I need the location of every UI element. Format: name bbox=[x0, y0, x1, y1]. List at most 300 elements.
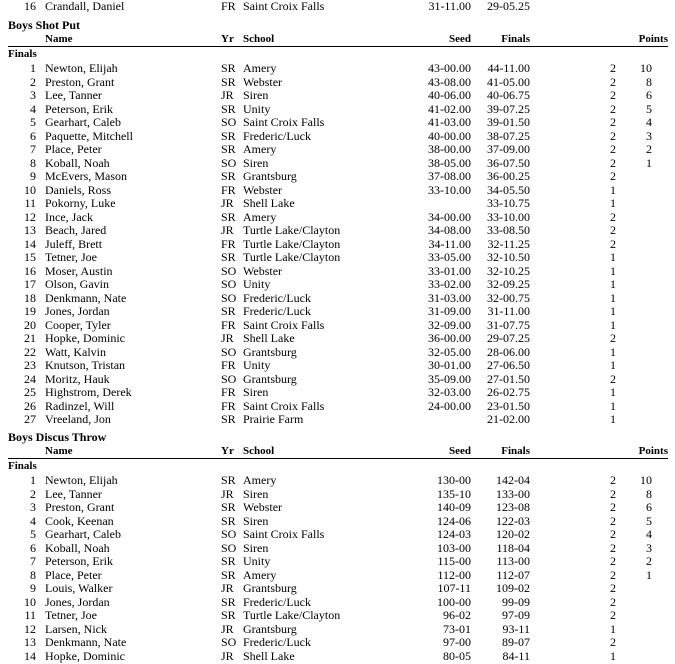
cell-finals: 33-10.00 bbox=[487, 209, 530, 224]
cell-seed: 32-03.00 bbox=[428, 385, 471, 399]
header-seed: Seed bbox=[449, 33, 471, 45]
header-finals: Finals bbox=[501, 33, 530, 45]
cell-points: 10 bbox=[640, 61, 652, 75]
cell-heat: 2 bbox=[610, 486, 616, 501]
cell-place: 26 bbox=[24, 398, 36, 413]
cell-seed: 40-00.00 bbox=[428, 128, 471, 143]
cell-yr: JR bbox=[221, 196, 234, 210]
cell-seed: 80-05 bbox=[443, 648, 471, 663]
cell-seed: 100-00 bbox=[437, 594, 471, 609]
cell-school: Saint Croix Falls bbox=[243, 527, 325, 541]
cell-heat: 2 bbox=[610, 581, 616, 595]
cell-school: Saint Croix Falls bbox=[243, 115, 325, 129]
result-row bbox=[0, 183, 675, 197]
cell-name: Highstrom, Derek bbox=[45, 385, 132, 399]
cell-finals: 112-07 bbox=[496, 567, 530, 582]
cell-school: Frederic/Luck bbox=[243, 594, 311, 609]
cell-heat: 2 bbox=[610, 128, 616, 143]
cell-school: Amery bbox=[243, 61, 277, 75]
cell-yr: JR bbox=[221, 88, 234, 102]
cell-seed: 34-08.00 bbox=[428, 223, 471, 237]
cell-yr: SR bbox=[221, 594, 236, 609]
result-row bbox=[0, 0, 675, 13]
cell-heat: 1 bbox=[610, 648, 616, 663]
cell-heat: 2 bbox=[610, 74, 616, 89]
cell-school: Amery bbox=[243, 142, 277, 156]
cell-yr: JR bbox=[221, 223, 234, 237]
cell-name: Pokorny, Luke bbox=[45, 196, 116, 210]
cell-seed: 140-09 bbox=[437, 500, 471, 514]
cell-heat: 1 bbox=[610, 196, 616, 210]
header-name: Name bbox=[45, 33, 73, 45]
cell-yr: JR bbox=[221, 331, 234, 345]
cell-place: 13 bbox=[24, 223, 36, 237]
cell-yr: SO bbox=[221, 371, 237, 386]
cell-school: Amery bbox=[243, 473, 277, 487]
cell-heat: 2 bbox=[610, 236, 616, 251]
cell-name: Cooper, Tyler bbox=[45, 317, 111, 332]
cell-place: 8 bbox=[30, 567, 36, 582]
cell-finals: 29-07.25 bbox=[487, 331, 530, 345]
result-row bbox=[0, 237, 675, 251]
result-row bbox=[0, 345, 675, 359]
cell-heat: 2 bbox=[610, 61, 616, 75]
cell-heat: 1 bbox=[610, 277, 616, 291]
cell-name: Preston, Grant bbox=[45, 500, 115, 514]
cell-points: 3 bbox=[646, 128, 652, 143]
cell-place: 8 bbox=[30, 155, 36, 170]
cell-heat: 2 bbox=[610, 142, 616, 156]
column-header-row bbox=[0, 444, 675, 458]
cell-seed: 43-08.00 bbox=[428, 74, 471, 89]
cell-seed: 43-00.00 bbox=[428, 61, 471, 75]
cell-name: Hopke, Dominic bbox=[45, 648, 125, 663]
cell-yr: SR bbox=[221, 250, 236, 264]
cell-finals: 28-06.00 bbox=[487, 344, 530, 359]
cell-finals: 21-02.00 bbox=[487, 412, 530, 426]
section-label bbox=[0, 47, 675, 61]
result-row bbox=[0, 223, 675, 237]
cell-school: Unity bbox=[243, 277, 271, 291]
cell-points: 8 bbox=[646, 74, 652, 89]
cell-school: Frederic/Luck bbox=[243, 290, 311, 305]
cell-place: 10 bbox=[24, 594, 36, 609]
cell-seed: 41-03.00 bbox=[428, 115, 471, 129]
cell-points: 4 bbox=[646, 527, 652, 541]
cell-school: Grantsburg bbox=[243, 371, 297, 386]
cell-finals: 89-07 bbox=[502, 635, 530, 649]
cell-school: Webster bbox=[243, 500, 283, 514]
cell-school: Grantsburg bbox=[243, 344, 297, 359]
cell-yr: FR bbox=[221, 182, 236, 197]
result-row bbox=[0, 88, 675, 102]
cell-place: 7 bbox=[30, 142, 36, 156]
cell-yr: FR bbox=[221, 398, 236, 413]
cell-school: Siren bbox=[243, 513, 269, 528]
cell-yr: SR bbox=[221, 209, 236, 224]
event-title bbox=[0, 430, 675, 444]
cell-yr: SO bbox=[221, 263, 237, 278]
cell-place: 22 bbox=[24, 344, 36, 359]
cell-yr: JR bbox=[221, 581, 234, 595]
result-row bbox=[0, 595, 675, 609]
cell-place: 2 bbox=[30, 74, 36, 89]
cell-seed: 73-01 bbox=[443, 621, 471, 636]
cell-place: 5 bbox=[30, 115, 36, 129]
cell-points: 1 bbox=[646, 155, 652, 170]
cell-heat: 2 bbox=[610, 473, 616, 487]
cell-finals: 32-10.50 bbox=[487, 250, 530, 264]
cell-school: Siren bbox=[243, 88, 269, 102]
cell-heat: 1 bbox=[610, 290, 616, 305]
event-title bbox=[0, 18, 675, 32]
result-row bbox=[0, 608, 675, 622]
cell-finals: 34-05.50 bbox=[487, 182, 530, 197]
cell-finals: 26-02.75 bbox=[487, 385, 530, 399]
cell-points: 10 bbox=[640, 473, 652, 487]
cell-name: Place, Peter bbox=[45, 142, 102, 156]
cell-school: Siren bbox=[243, 155, 269, 170]
cell-finals: 123-08 bbox=[496, 500, 530, 514]
cell-seed: 97-00 bbox=[443, 635, 471, 649]
cell-school: Unity bbox=[243, 554, 271, 568]
result-row bbox=[0, 196, 675, 210]
cell-place: 16 bbox=[24, 0, 36, 13]
cell-yr: SR bbox=[221, 101, 236, 116]
cell-finals: 38-07.25 bbox=[487, 128, 530, 143]
cell-place: 24 bbox=[24, 371, 36, 386]
cell-name: Tetner, Joe bbox=[45, 250, 97, 264]
cell-yr: JR bbox=[221, 648, 234, 663]
result-row bbox=[0, 304, 675, 318]
cell-heat: 2 bbox=[610, 567, 616, 582]
cell-name: Larsen, Nick bbox=[45, 621, 107, 636]
cell-heat: 2 bbox=[610, 101, 616, 116]
cell-points: 6 bbox=[646, 88, 652, 102]
result-row bbox=[0, 473, 675, 487]
cell-name: Peterson, Erik bbox=[45, 554, 113, 568]
cell-place: 25 bbox=[24, 385, 36, 399]
cell-place: 12 bbox=[24, 621, 36, 636]
cell-finals: 32-10.25 bbox=[487, 263, 530, 278]
cell-seed: 36-00.00 bbox=[428, 331, 471, 345]
cell-heat: 2 bbox=[610, 500, 616, 514]
header-school: School bbox=[243, 33, 275, 45]
cell-finals: 27-06.50 bbox=[487, 358, 530, 372]
result-row bbox=[0, 169, 675, 183]
cell-heat: 2 bbox=[610, 155, 616, 170]
cell-school: Shell Lake bbox=[243, 196, 295, 210]
header-points: Points bbox=[638, 445, 668, 457]
cell-seed: 38-05.00 bbox=[428, 155, 471, 170]
cell-yr: FR bbox=[221, 236, 236, 251]
cell-place: 3 bbox=[30, 500, 36, 514]
cell-seed: 30-01.00 bbox=[428, 358, 471, 372]
cell-name: Knutson, Tristan bbox=[45, 358, 126, 372]
cell-finals: 23-01.50 bbox=[487, 398, 530, 413]
cell-heat: 2 bbox=[610, 635, 616, 649]
cell-name: Ince, Jack bbox=[45, 209, 93, 224]
cell-place: 21 bbox=[24, 331, 36, 345]
header-yr: Yr bbox=[221, 33, 234, 45]
cell-points: 1 bbox=[646, 567, 652, 582]
cell-seed: 35-09.00 bbox=[428, 371, 471, 386]
result-row bbox=[0, 514, 675, 528]
cell-school: Webster bbox=[243, 74, 283, 89]
cell-place: 19 bbox=[24, 304, 36, 318]
cell-name: Moritz, Hauk bbox=[45, 371, 110, 386]
cell-finals: 40-06.75 bbox=[487, 88, 530, 102]
cell-seed: 33-02.00 bbox=[428, 277, 471, 291]
cell-seed: 31-03.00 bbox=[428, 290, 471, 305]
cell-place: 10 bbox=[24, 182, 36, 197]
cell-seed: 32-05.00 bbox=[428, 344, 471, 359]
cell-points: 5 bbox=[646, 513, 652, 528]
cell-points: 3 bbox=[646, 540, 652, 555]
cell-school: Saint Croix Falls bbox=[243, 398, 325, 413]
cell-school: Prairie Farm bbox=[243, 412, 304, 426]
cell-finals: 32-09.25 bbox=[487, 277, 530, 291]
cell-school: Frederic/Luck bbox=[243, 304, 311, 318]
result-row bbox=[0, 358, 675, 372]
cell-name: Crandall, Daniel bbox=[45, 0, 125, 13]
cell-seed: 33-01.00 bbox=[428, 263, 471, 278]
cell-heat: 2 bbox=[610, 115, 616, 129]
cell-yr: SO bbox=[221, 277, 237, 291]
cell-seed: 41-02.00 bbox=[428, 101, 471, 116]
cell-name: Radinzel, Will bbox=[45, 398, 115, 413]
cell-school: Saint Croix Falls bbox=[243, 0, 325, 13]
cell-finals: 31-07.75 bbox=[487, 317, 530, 332]
cell-place: 2 bbox=[30, 486, 36, 501]
cell-name: Juleff, Brett bbox=[45, 236, 103, 251]
result-row bbox=[0, 385, 675, 399]
cell-place: 3 bbox=[30, 88, 36, 102]
cell-seed: 103-00 bbox=[437, 540, 471, 555]
result-row bbox=[0, 541, 675, 555]
cell-yr: SR bbox=[221, 567, 236, 582]
cell-school: Turtle Lake/Clayton bbox=[243, 236, 341, 251]
cell-points: 2 bbox=[646, 142, 652, 156]
cell-place: 9 bbox=[30, 169, 36, 183]
result-row bbox=[0, 277, 675, 291]
cell-finals: 33-08.50 bbox=[487, 223, 530, 237]
cell-place: 11 bbox=[24, 608, 36, 622]
result-row bbox=[0, 635, 675, 649]
header-name: Name bbox=[45, 445, 73, 457]
cell-heat: 1 bbox=[610, 182, 616, 197]
cell-finals: 29-05.25 bbox=[487, 0, 530, 13]
cell-place: 14 bbox=[24, 648, 36, 663]
cell-yr: SR bbox=[221, 412, 236, 426]
result-row bbox=[0, 399, 675, 413]
cell-heat: 2 bbox=[610, 209, 616, 224]
cell-seed: 96-02 bbox=[443, 608, 471, 622]
result-row bbox=[0, 264, 675, 278]
cell-yr: SR bbox=[221, 554, 236, 568]
cell-seed: 33-10.00 bbox=[428, 182, 471, 197]
result-row bbox=[0, 372, 675, 386]
cell-points: 2 bbox=[646, 554, 652, 568]
cell-place: 15 bbox=[24, 250, 36, 264]
section-label-text: Finals bbox=[8, 48, 37, 60]
cell-heat: 1 bbox=[610, 385, 616, 399]
cell-finals: 109-02 bbox=[496, 581, 530, 595]
result-row bbox=[0, 75, 675, 89]
cell-place: 13 bbox=[24, 635, 36, 649]
cell-heat: 2 bbox=[610, 88, 616, 102]
cell-yr: FR bbox=[221, 385, 236, 399]
cell-finals: 113-00 bbox=[496, 554, 530, 568]
cell-heat: 2 bbox=[610, 527, 616, 541]
cell-place: 20 bbox=[24, 317, 36, 332]
cell-name: Gearhart, Caleb bbox=[45, 527, 121, 541]
cell-name: Daniels, Ross bbox=[45, 182, 111, 197]
cell-name: Vreeland, Jon bbox=[45, 412, 111, 426]
cell-yr: FR bbox=[221, 0, 236, 13]
cell-seed: 33-05.00 bbox=[428, 250, 471, 264]
cell-name: Moser, Austin bbox=[45, 263, 113, 278]
cell-school: Unity bbox=[243, 358, 271, 372]
cell-school: Grantsburg bbox=[243, 621, 297, 636]
cell-finals: 93-11 bbox=[502, 621, 530, 636]
result-row bbox=[0, 318, 675, 332]
cell-school: Webster bbox=[243, 182, 283, 197]
cell-name: Lee, Tanner bbox=[45, 486, 102, 501]
cell-place: 4 bbox=[30, 101, 36, 116]
cell-school: Siren bbox=[243, 385, 269, 399]
cell-school: Grantsburg bbox=[243, 169, 297, 183]
cell-heat: 2 bbox=[610, 540, 616, 555]
result-row bbox=[0, 291, 675, 305]
cell-name: Peterson, Erik bbox=[45, 101, 113, 116]
cell-heat: 1 bbox=[610, 304, 616, 318]
cell-school: Shell Lake bbox=[243, 331, 295, 345]
result-row bbox=[0, 622, 675, 636]
cell-points: 8 bbox=[646, 486, 652, 501]
cell-finals: 120-02 bbox=[496, 527, 530, 541]
cell-school: Unity bbox=[243, 101, 271, 116]
cell-place: 1 bbox=[30, 473, 36, 487]
cell-yr: SO bbox=[221, 540, 237, 555]
result-row bbox=[0, 129, 675, 143]
cell-yr: SR bbox=[221, 608, 236, 622]
cell-name: Preston, Grant bbox=[45, 74, 115, 89]
cell-name: Hopke, Dominic bbox=[45, 331, 125, 345]
cell-place: 27 bbox=[24, 412, 36, 426]
cell-seed: 124-06 bbox=[437, 513, 471, 528]
result-row bbox=[0, 412, 675, 426]
cell-heat: 2 bbox=[610, 331, 616, 345]
cell-yr: SR bbox=[221, 142, 236, 156]
cell-heat: 2 bbox=[610, 169, 616, 183]
cell-school: Frederic/Luck bbox=[243, 635, 311, 649]
cell-place: 16 bbox=[24, 263, 36, 278]
cell-finals: 37-09.00 bbox=[487, 142, 530, 156]
cell-heat: 1 bbox=[610, 621, 616, 636]
cell-finals: 36-07.50 bbox=[487, 155, 530, 170]
cell-yr: SR bbox=[221, 304, 236, 318]
cell-seed: 31-09.00 bbox=[428, 304, 471, 318]
cell-yr: FR bbox=[221, 358, 236, 372]
cell-name: Cook, Keenan bbox=[45, 513, 114, 528]
cell-yr: SR bbox=[221, 128, 236, 143]
cell-finals: 122-03 bbox=[496, 513, 530, 528]
result-row bbox=[0, 568, 675, 582]
cell-school: Saint Croix Falls bbox=[243, 317, 325, 332]
cell-heat: 2 bbox=[610, 594, 616, 609]
cell-finals: 32-00.75 bbox=[487, 290, 530, 305]
cell-school: Amery bbox=[243, 567, 277, 582]
event-title-text: Boys Discus Throw bbox=[8, 430, 107, 444]
cell-heat: 1 bbox=[610, 412, 616, 426]
cell-name: Beach, Jared bbox=[45, 223, 107, 237]
cell-name: Newton, Elijah bbox=[45, 473, 118, 487]
cell-seed: 37-08.00 bbox=[428, 169, 471, 183]
cell-finals: 36-00.25 bbox=[487, 169, 530, 183]
cell-seed: 107-11 bbox=[437, 581, 471, 595]
cell-name: Paquette, Mitchell bbox=[45, 128, 133, 143]
cell-yr: JR bbox=[221, 486, 234, 501]
cell-heat: 1 bbox=[610, 358, 616, 372]
cell-school: Frederic/Luck bbox=[243, 128, 311, 143]
result-row bbox=[0, 142, 675, 156]
cell-finals: 84-11 bbox=[502, 648, 530, 663]
cell-school: Shell Lake bbox=[243, 648, 295, 663]
cell-yr: SR bbox=[221, 169, 236, 183]
cell-place: 9 bbox=[30, 581, 36, 595]
cell-place: 1 bbox=[30, 61, 36, 75]
cell-yr: FR bbox=[221, 317, 236, 332]
result-row bbox=[0, 487, 675, 501]
cell-finals: 31-11.00 bbox=[487, 304, 530, 318]
cell-seed: 135-10 bbox=[437, 486, 471, 501]
cell-name: Koball, Noah bbox=[45, 540, 110, 555]
cell-heat: 2 bbox=[610, 513, 616, 528]
cell-yr: SR bbox=[221, 513, 236, 528]
cell-heat: 1 bbox=[610, 344, 616, 359]
cell-seed: 115-00 bbox=[437, 554, 471, 568]
cell-yr: SO bbox=[221, 155, 237, 170]
cell-name: Tetner, Joe bbox=[45, 608, 97, 622]
cell-seed: 31-11.00 bbox=[428, 0, 471, 13]
section-label bbox=[0, 459, 675, 473]
cell-name: McEvers, Mason bbox=[45, 169, 127, 183]
cell-name: Gearhart, Caleb bbox=[45, 115, 121, 129]
cell-place: 12 bbox=[24, 209, 36, 224]
result-row bbox=[0, 156, 675, 170]
cell-seed: 124-03 bbox=[437, 527, 471, 541]
cell-school: Turtle Lake/Clayton bbox=[243, 608, 341, 622]
cell-heat: 2 bbox=[610, 223, 616, 237]
cell-place: 23 bbox=[24, 358, 36, 372]
cell-seed: 34-11.00 bbox=[428, 236, 471, 251]
cell-finals: 133-00 bbox=[496, 486, 530, 501]
result-row bbox=[0, 554, 675, 568]
cell-seed: 32-09.00 bbox=[428, 317, 471, 332]
cell-school: Webster bbox=[243, 263, 283, 278]
result-row bbox=[0, 500, 675, 514]
cell-seed: 34-00.00 bbox=[428, 209, 471, 224]
cell-finals: 97-09 bbox=[502, 608, 530, 622]
cell-school: Turtle Lake/Clayton bbox=[243, 250, 341, 264]
header-finals: Finals bbox=[501, 445, 530, 457]
cell-heat: 1 bbox=[610, 398, 616, 413]
cell-finals: 32-11.25 bbox=[487, 236, 530, 251]
cell-finals: 44-11.00 bbox=[487, 61, 530, 75]
cell-yr: SR bbox=[221, 61, 236, 75]
cell-finals: 39-07.25 bbox=[487, 101, 530, 116]
